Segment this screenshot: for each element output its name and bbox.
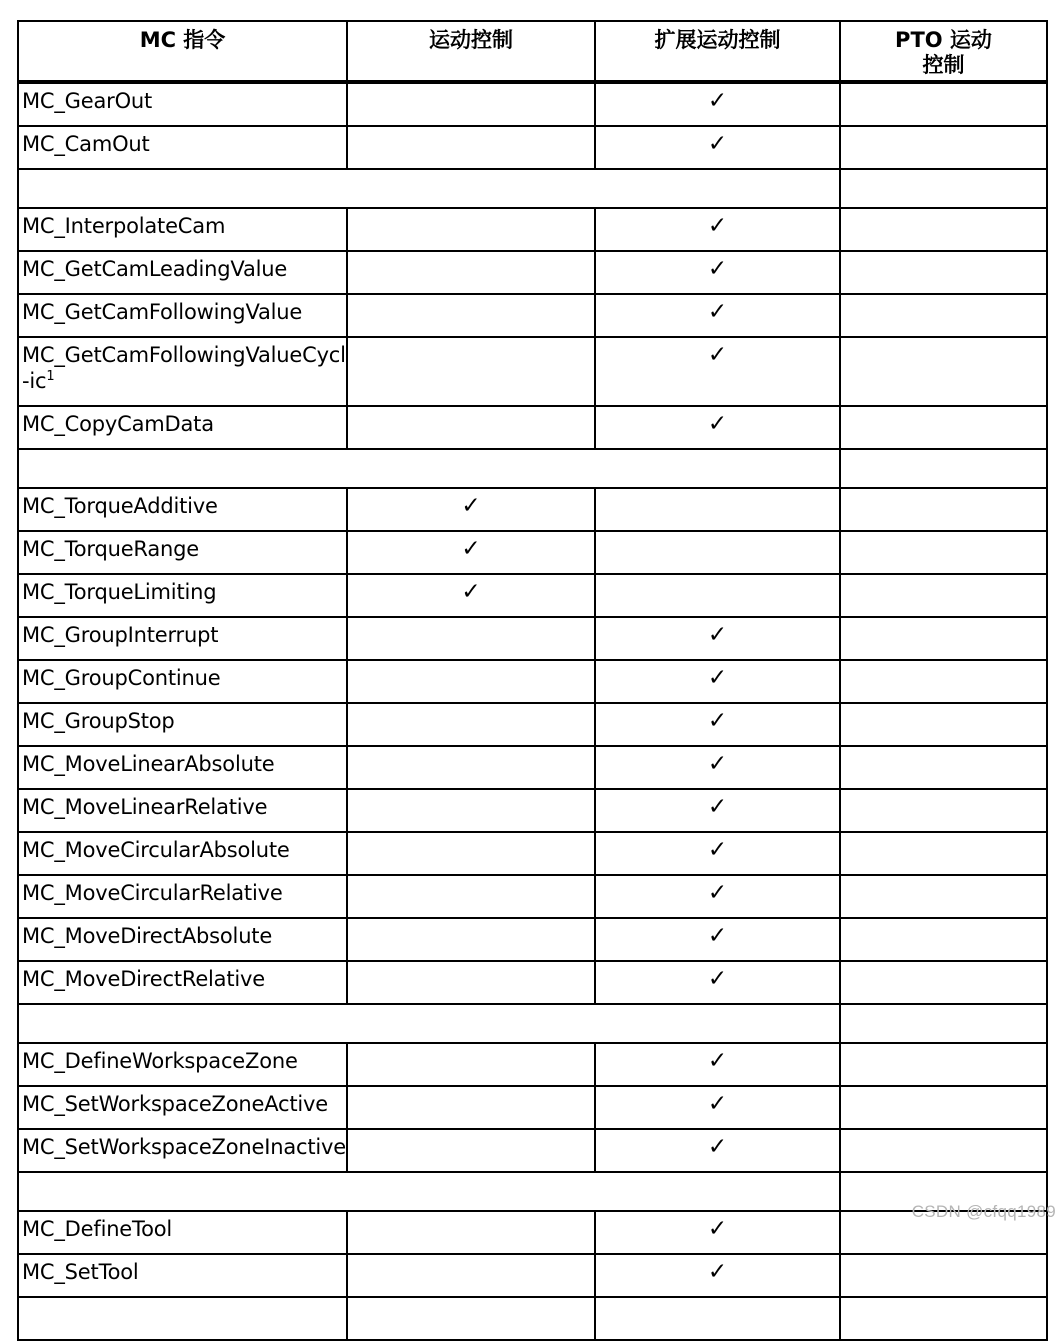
separator-cell xyxy=(18,1172,840,1211)
footnote-marker: 1 xyxy=(46,369,55,384)
table-row xyxy=(18,1043,1047,1086)
pto-support-cell xyxy=(840,531,1047,574)
instruction-name: MC_MoveDirectRelative xyxy=(22,967,265,991)
table-row xyxy=(18,208,1047,251)
instruction-name-cell xyxy=(18,789,347,832)
extended-support-cell xyxy=(595,1043,840,1086)
pto-support-cell xyxy=(840,337,1047,406)
instruction-name-cell xyxy=(18,251,347,294)
motion-support-cell xyxy=(347,746,595,789)
header-pto-line1: PTO 运动 xyxy=(895,28,992,52)
table-row xyxy=(18,337,1047,406)
pto-support-cell xyxy=(840,82,1047,126)
motion-support-cell xyxy=(347,208,595,251)
instruction-name: MC_GroupContinue xyxy=(22,666,221,690)
separator-row xyxy=(18,1172,1047,1211)
extended-support-cell xyxy=(595,82,840,126)
instruction-name-cell xyxy=(18,574,347,617)
extended-support-cell xyxy=(595,832,840,875)
pto-support-cell xyxy=(840,294,1047,337)
extended-support-cell xyxy=(595,1211,840,1254)
header-mc-instruction: MC 指令 xyxy=(18,21,347,82)
instruction-name: MC_SetWorkspaceZoneInactive xyxy=(22,1135,346,1159)
motion-support-cell xyxy=(347,1211,595,1254)
instruction-name-cell xyxy=(18,832,347,875)
extended-support-cell xyxy=(595,251,840,294)
pto-support-cell xyxy=(840,703,1047,746)
checkmark-icon: ✓ xyxy=(461,536,481,562)
motion-support-cell xyxy=(347,337,595,406)
table-row xyxy=(18,703,1047,746)
motion-support-cell xyxy=(347,617,595,660)
motion-support-cell xyxy=(347,1297,595,1340)
pto-support-cell xyxy=(840,660,1047,703)
instruction-name: MC_GetCamLeadingValue xyxy=(22,257,288,281)
pto-support-cell xyxy=(840,1086,1047,1129)
extended-support-cell xyxy=(595,574,840,617)
motion-support-cell xyxy=(347,961,595,1004)
motion-support-cell xyxy=(347,294,595,337)
checkmark-icon: ✓ xyxy=(707,622,728,648)
table-row xyxy=(18,918,1047,961)
instruction-name: MC_DefineTool xyxy=(22,1217,173,1241)
instruction-name: MC_MoveCircularRelative xyxy=(22,881,283,905)
extended-support-cell xyxy=(595,208,840,251)
checkmark-icon: ✓ xyxy=(707,708,728,734)
checkmark-icon: ✓ xyxy=(707,923,728,949)
table-row xyxy=(18,574,1047,617)
instruction-name-cell xyxy=(18,703,347,746)
instruction-name-cell xyxy=(18,1297,347,1340)
instruction-name-cell xyxy=(18,531,347,574)
instruction-name-cell xyxy=(18,1211,347,1254)
table-row xyxy=(18,1297,1047,1340)
separator-pto-cell xyxy=(840,449,1047,488)
pto-support-cell xyxy=(840,406,1047,449)
checkmark-icon: ✓ xyxy=(707,256,728,282)
checkmark-icon: ✓ xyxy=(707,1048,728,1074)
checkmark-icon: ✓ xyxy=(707,880,728,906)
checkmark-icon: ✓ xyxy=(707,88,728,114)
table-row xyxy=(18,1086,1047,1129)
instruction-name: MC_MoveDirectAbsolute xyxy=(22,924,273,948)
motion-support-cell xyxy=(347,82,595,126)
pto-support-cell xyxy=(840,875,1047,918)
instruction-name: MC_CamOut xyxy=(22,132,150,156)
instruction-name-cell xyxy=(18,337,347,406)
header-row xyxy=(18,21,1047,82)
header-motion-control: 运动控制 xyxy=(347,21,595,82)
motion-support-cell xyxy=(347,531,595,574)
separator-cell xyxy=(18,169,840,208)
checkmark-icon: ✓ xyxy=(461,493,481,519)
table-row xyxy=(18,82,1047,126)
checkmark-icon: ✓ xyxy=(707,751,728,777)
table-row xyxy=(18,660,1047,703)
table-row xyxy=(18,961,1047,1004)
checkmark-icon: ✓ xyxy=(707,1216,728,1242)
separator-row xyxy=(18,1004,1047,1043)
extended-support-cell xyxy=(595,875,840,918)
instruction-name-cell xyxy=(18,961,347,1004)
extended-support-cell xyxy=(595,617,840,660)
instruction-name-cell xyxy=(18,617,347,660)
extended-support-cell xyxy=(595,1254,840,1297)
separator-row xyxy=(18,449,1047,488)
table-row xyxy=(18,832,1047,875)
separator-pto-cell xyxy=(840,1004,1047,1043)
pto-support-cell xyxy=(840,1254,1047,1297)
header-pto-line2: 控制 xyxy=(922,53,965,77)
pto-support-cell xyxy=(840,918,1047,961)
table-row xyxy=(18,406,1047,449)
extended-support-cell xyxy=(595,1297,840,1340)
instruction-name-cell xyxy=(18,406,347,449)
checkmark-icon: ✓ xyxy=(707,794,728,820)
instruction-name: MC_SetWorkspaceZoneActive xyxy=(22,1092,328,1116)
motion-support-cell xyxy=(347,660,595,703)
motion-support-cell xyxy=(347,488,595,531)
separator-cell xyxy=(18,449,840,488)
checkmark-icon: ✓ xyxy=(707,665,728,691)
instruction-name: MC_MoveLinearRelative xyxy=(22,795,268,819)
motion-support-cell xyxy=(347,875,595,918)
instruction-name: MC_MoveCircularAbsolute xyxy=(22,838,290,862)
mc-instruction-table xyxy=(17,20,1048,1341)
extended-support-cell xyxy=(595,660,840,703)
motion-support-cell xyxy=(347,918,595,961)
table-row xyxy=(18,251,1047,294)
instruction-name-cell xyxy=(18,1254,347,1297)
extended-support-cell xyxy=(595,918,840,961)
separator-cell xyxy=(18,1004,840,1043)
instruction-name-cell xyxy=(18,660,347,703)
table-row xyxy=(18,1211,1047,1254)
checkmark-icon: ✓ xyxy=(707,966,728,992)
pto-support-cell xyxy=(840,488,1047,531)
motion-support-cell xyxy=(347,1043,595,1086)
extended-support-cell xyxy=(595,746,840,789)
instruction-name-cell xyxy=(18,294,347,337)
checkmark-icon: ✓ xyxy=(461,579,481,605)
instruction-name-cell xyxy=(18,875,347,918)
extended-support-cell xyxy=(595,294,840,337)
pto-support-cell xyxy=(840,832,1047,875)
motion-support-cell xyxy=(347,251,595,294)
motion-support-cell xyxy=(347,1129,595,1172)
instruction-name: MC_GearOut xyxy=(22,89,153,113)
checkmark-icon: ✓ xyxy=(707,131,728,157)
instruction-name: MC_DefineWorkspaceZone xyxy=(22,1049,298,1073)
table-body xyxy=(18,82,1047,1340)
extended-support-cell xyxy=(595,703,840,746)
pto-support-cell xyxy=(840,126,1047,169)
separator-pto-cell xyxy=(840,169,1047,208)
extended-support-cell xyxy=(595,1129,840,1172)
pto-support-cell xyxy=(840,617,1047,660)
instruction-name-cell xyxy=(18,1086,347,1129)
pto-support-cell xyxy=(840,1043,1047,1086)
checkmark-icon: ✓ xyxy=(707,411,728,437)
motion-support-cell xyxy=(347,126,595,169)
table-row xyxy=(18,617,1047,660)
table-row xyxy=(18,126,1047,169)
motion-support-cell xyxy=(347,574,595,617)
motion-support-cell xyxy=(347,789,595,832)
pto-support-cell xyxy=(840,1129,1047,1172)
instruction-name-cell xyxy=(18,488,347,531)
table-row xyxy=(18,789,1047,832)
extended-support-cell xyxy=(595,406,840,449)
pto-support-cell xyxy=(840,746,1047,789)
header-pto-motion-control xyxy=(840,21,1047,82)
instruction-name-cell xyxy=(18,1043,347,1086)
checkmark-icon: ✓ xyxy=(707,1259,728,1285)
instruction-name-cell xyxy=(18,918,347,961)
motion-support-cell xyxy=(347,703,595,746)
pto-support-cell xyxy=(840,1297,1047,1340)
instruction-name: MC_GroupStop xyxy=(22,709,175,733)
pto-support-cell xyxy=(840,789,1047,832)
extended-support-cell xyxy=(595,1086,840,1129)
table-row xyxy=(18,875,1047,918)
motion-support-cell xyxy=(347,406,595,449)
table-row xyxy=(18,746,1047,789)
instruction-name: MC_TorqueAdditive xyxy=(22,494,218,518)
extended-support-cell xyxy=(595,126,840,169)
extended-support-cell xyxy=(595,961,840,1004)
instruction-name: MC_SetTool xyxy=(22,1260,139,1284)
checkmark-icon: ✓ xyxy=(707,299,728,325)
instruction-name-cell xyxy=(18,1129,347,1172)
table-row xyxy=(18,1254,1047,1297)
instruction-name-cell xyxy=(18,126,347,169)
extended-support-cell xyxy=(595,789,840,832)
instruction-name: MC_TorqueRange xyxy=(22,537,199,561)
motion-support-cell xyxy=(347,1254,595,1297)
instruction-name-cell xyxy=(18,82,347,126)
checkmark-icon: ✓ xyxy=(707,1091,728,1117)
pto-support-cell xyxy=(840,251,1047,294)
pto-support-cell xyxy=(840,208,1047,251)
checkmark-icon: ✓ xyxy=(707,213,728,239)
instruction-name: MC_GetCamFollowingValue xyxy=(22,300,303,324)
checkmark-icon: ✓ xyxy=(707,1134,728,1160)
instruction-name: MC_GetCamFollowingValueCycl-ic xyxy=(22,343,346,393)
pto-support-cell xyxy=(840,574,1047,617)
table-row xyxy=(18,488,1047,531)
checkmark-icon: ✓ xyxy=(707,837,728,863)
table-row xyxy=(18,294,1047,337)
motion-support-cell xyxy=(347,832,595,875)
table-row xyxy=(18,531,1047,574)
extended-support-cell xyxy=(595,531,840,574)
instruction-name: MC_MoveLinearAbsolute xyxy=(22,752,275,776)
instruction-name: MC_InterpolateCam xyxy=(22,214,226,238)
instruction-name: MC_TorqueLimiting xyxy=(22,580,217,604)
motion-support-cell xyxy=(347,1086,595,1129)
header-extended-motion-control: 扩展运动控制 xyxy=(595,21,840,82)
table-row xyxy=(18,1129,1047,1172)
checkmark-icon: ✓ xyxy=(707,342,728,368)
pto-support-cell xyxy=(840,961,1047,1004)
watermark: CSDN @cfqq1989 xyxy=(911,1202,1056,1221)
extended-support-cell xyxy=(595,488,840,531)
instruction-name: MC_CopyCamData xyxy=(22,412,214,436)
instruction-name-cell xyxy=(18,746,347,789)
instruction-name: MC_GroupInterrupt xyxy=(22,623,219,647)
separator-row xyxy=(18,169,1047,208)
extended-support-cell xyxy=(595,337,840,406)
instruction-name-cell xyxy=(18,208,347,251)
